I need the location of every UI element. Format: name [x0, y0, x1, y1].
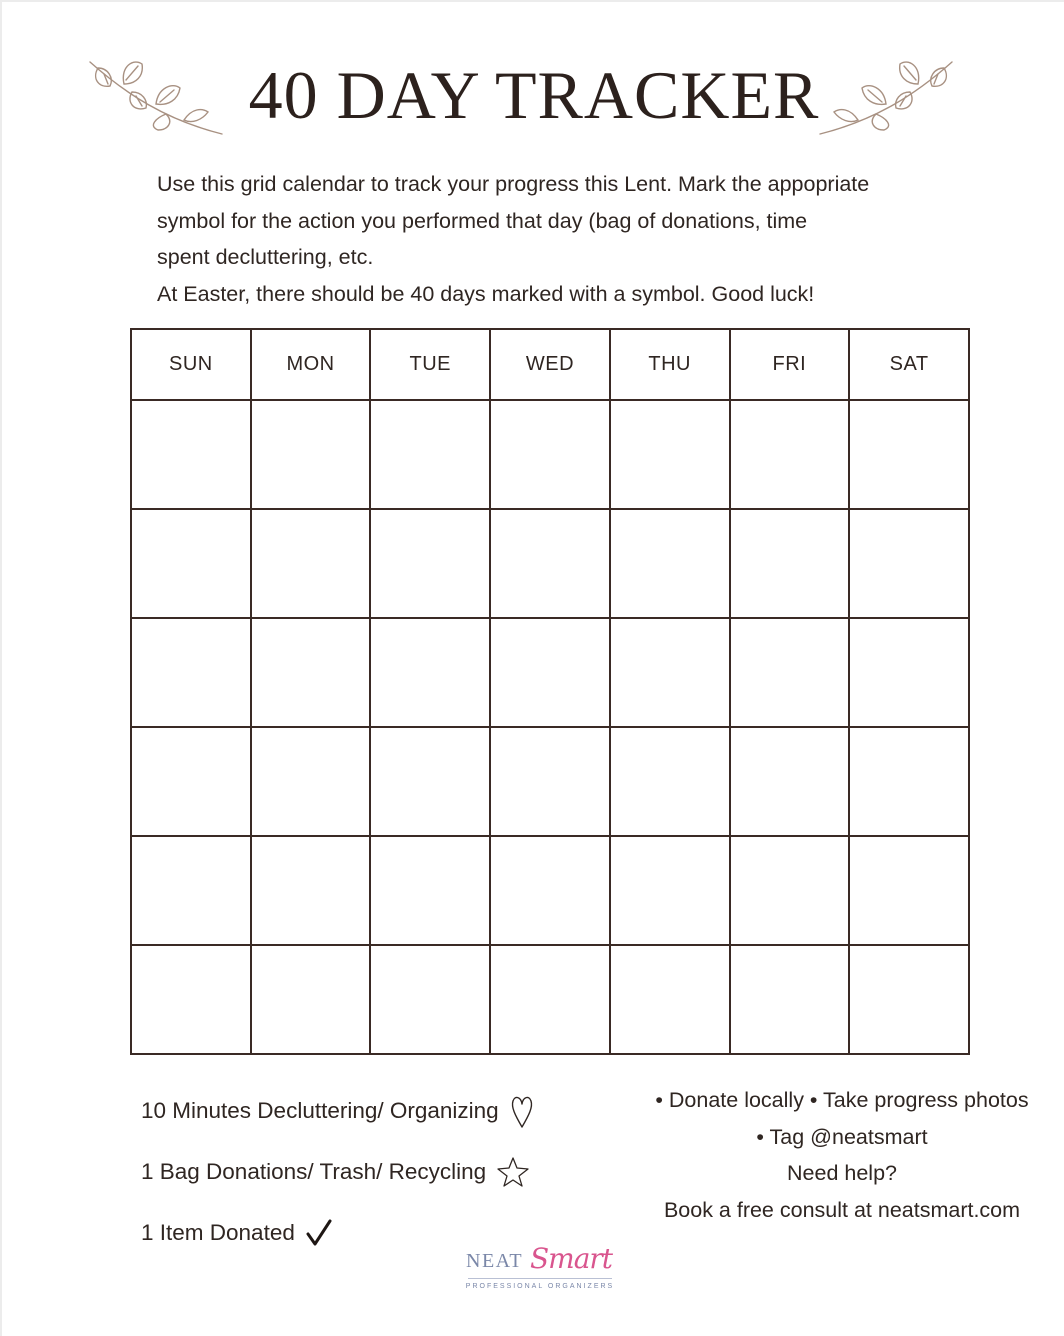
logo-tagline: PROFESSIONAL ORGANIZERS: [465, 1283, 615, 1290]
brand-logo: [462, 1242, 618, 1296]
legend-label: 10 Minutes Decluttering/ Organizing: [141, 1097, 499, 1123]
calendar-day-cell: [251, 509, 371, 618]
symbol-legend: [141, 1080, 535, 1263]
weekday-thu: THU: [610, 329, 730, 400]
checkmark-icon: [305, 1218, 333, 1248]
calendar-day-cell: [730, 836, 850, 945]
calendar-day-cell: [251, 727, 371, 836]
calendar-day-cell: [370, 509, 490, 618]
instructions: [157, 166, 957, 312]
calendar-day-cell: [131, 727, 251, 836]
logo-neat-text: NEAT: [466, 1250, 524, 1272]
calendar-day-cell: [490, 509, 610, 618]
tips-line: • Tag @neatsmart: [756, 1124, 928, 1149]
calendar-week-row: [131, 509, 969, 618]
weekday-mon: MON: [251, 329, 371, 400]
weekday-fri: FRI: [730, 329, 850, 400]
weekday-sun: SUN: [131, 329, 251, 400]
calendar-day-cell: [490, 945, 610, 1054]
calendar-day-cell: [849, 727, 969, 836]
help-heading: Need help?: [787, 1161, 897, 1185]
calendar-grid: [130, 328, 970, 1055]
page-title: 40 DAY TRACKER: [248, 57, 820, 133]
calendar-day-cell: [370, 836, 490, 945]
logo-divider: [468, 1278, 612, 1279]
logo-smart-text: Smart: [530, 1242, 613, 1275]
legend-item: [141, 1141, 535, 1202]
calendar-day-cell: [610, 618, 730, 727]
instructions-line: At Easter, there should be 40 days marked with a symbol. Good luck!: [157, 281, 815, 306]
calendar-day-cell: [849, 400, 969, 509]
calendar-day-cell: [251, 400, 371, 509]
legend-item: [141, 1080, 535, 1141]
calendar-week-row: [131, 727, 969, 836]
calendar-day-cell: [370, 727, 490, 836]
calendar-day-cell: [610, 400, 730, 509]
star-icon: [496, 1156, 530, 1188]
heart-icon: [509, 1093, 535, 1129]
legend-label: 1 Item Donated: [141, 1219, 295, 1245]
calendar-day-cell: [251, 836, 371, 945]
tips-line: • Donate locally • Take progress photos: [655, 1088, 1029, 1112]
calendar-day-cell: [730, 400, 850, 509]
leaf-sprig-icon: [816, 54, 956, 144]
calendar-day-cell: [610, 836, 730, 945]
calendar-day-cell: [131, 945, 251, 1054]
calendar-day-cell: [370, 618, 490, 727]
instructions-line: Use this grid calendar to track your progress this Lent. Mark the appopriate: [157, 172, 870, 196]
legend-label: 1 Bag Donations/ Trash/ Recycling: [141, 1158, 487, 1184]
instructions-line: spent decluttering, etc.: [157, 245, 374, 269]
calendar-day-cell: [490, 727, 610, 836]
weekday-sat: SAT: [849, 329, 969, 400]
calendar-day-cell: [490, 836, 610, 945]
calendar-day-cell: [610, 945, 730, 1054]
calendar-week-row: [131, 618, 969, 727]
calendar-day-cell: [849, 618, 969, 727]
calendar-day-cell: [131, 618, 251, 727]
tips-block: [642, 1082, 1042, 1228]
calendar-day-cell: [251, 618, 371, 727]
calendar-day-cell: [131, 836, 251, 945]
calendar-day-cell: [370, 945, 490, 1054]
logo-wordmark: [462, 1242, 618, 1280]
calendar-day-cell: [251, 945, 371, 1054]
calendar-day-cell: [730, 618, 850, 727]
calendar-day-cell: [370, 400, 490, 509]
calendar-week-row: [131, 400, 969, 509]
consult-line: Book a free consult at neatsmart.com: [663, 1197, 1021, 1222]
calendar-week-row: [131, 945, 969, 1054]
calendar-day-cell: [849, 836, 969, 945]
weekday-header-row: [131, 329, 969, 400]
calendar-day-cell: [849, 509, 969, 618]
instructions-line: symbol for the action you performed that day (bag of donations, time: [157, 208, 808, 233]
calendar-day-cell: [849, 945, 969, 1054]
calendar-day-cell: [490, 618, 610, 727]
calendar-day-cell: [490, 400, 610, 509]
calendar-day-cell: [730, 945, 850, 1054]
calendar-day-cell: [610, 727, 730, 836]
calendar-day-cell: [610, 509, 730, 618]
weekday-wed: WED: [490, 329, 610, 400]
calendar-day-cell: [131, 400, 251, 509]
calendar-day-cell: [131, 509, 251, 618]
weekday-tue: TUE: [370, 329, 490, 400]
calendar-week-row: [131, 836, 969, 945]
calendar-day-cell: [730, 509, 850, 618]
calendar-day-cell: [730, 727, 850, 836]
